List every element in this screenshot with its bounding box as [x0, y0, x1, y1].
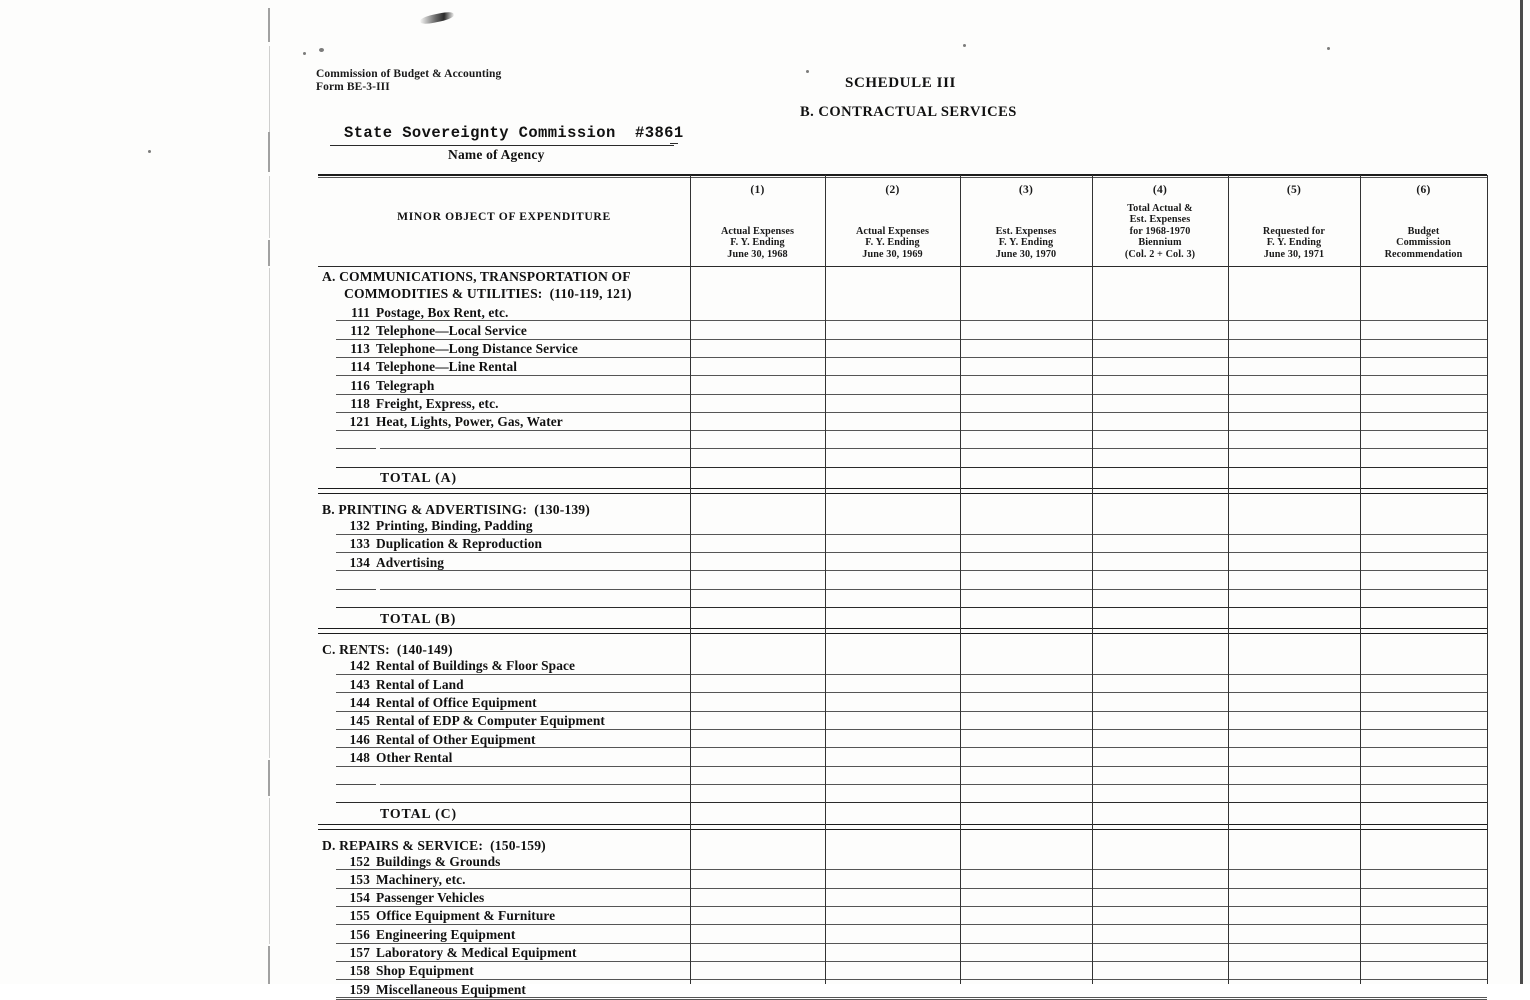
row-rule [336, 357, 1487, 358]
row-desc-3-3: Office Equipment & Furniture [376, 908, 556, 924]
table-right-border [1487, 175, 1488, 984]
row-code-0-4: 116 [350, 377, 370, 393]
row-desc-1-2: Advertising [376, 554, 445, 570]
margin-line-segment [268, 8, 270, 42]
column-header-line: June 30, 1968 [727, 248, 788, 260]
column-divider-5 [1228, 175, 1229, 984]
row-desc-2-2: Rental of Office Equipment [376, 694, 537, 710]
row-code-0-0: 111 [351, 304, 370, 320]
form-identifier [316, 68, 501, 93]
column-header-line: June 30, 1971 [1263, 248, 1325, 260]
row-desc-3-2: Passenger Vehicles [376, 890, 485, 906]
row-rule [336, 766, 1487, 767]
row-desc-3-5: Laboratory & Medical Equipment [376, 945, 577, 960]
row-rule [336, 997, 1487, 998]
section-separator-rule [318, 488, 1487, 494]
column-header-line: Est. Expenses [1129, 214, 1191, 226]
section-separator-rule [318, 628, 1487, 634]
scan-speck [319, 48, 324, 52]
section-total-label-2: TOTAL (C) [380, 805, 457, 821]
column-header-line: Biennium [1138, 237, 1182, 249]
column-header-line: Requested for [1262, 225, 1326, 237]
column-header-line: Commission [1396, 237, 1451, 249]
section-total-label-1: TOTAL (B) [380, 610, 457, 626]
row-rule [336, 906, 1487, 907]
form-agency-office: Commission of Budget & Accounting [316, 68, 502, 80]
row-rule [336, 979, 1487, 980]
blank-row-code-dash [336, 448, 376, 449]
row-rule [336, 729, 1487, 730]
row-rule [336, 961, 1487, 962]
section-title-1: B. PRINTING & ADVERTISING: (130-139) [322, 502, 590, 517]
column-header-line: Actual Expenses [720, 225, 795, 237]
row-rule [336, 339, 1487, 340]
row-desc-3-7: Miscellaneous Equipment [376, 981, 526, 997]
column-header-label-4 [1092, 203, 1228, 260]
row-rule [336, 674, 1487, 675]
row-rule [336, 375, 1487, 376]
column-header-label-6 [1360, 226, 1487, 260]
column-divider-2 [825, 175, 826, 984]
row-code-1-0: 132 [349, 518, 370, 533]
row-code-0-2: 113 [350, 341, 370, 357]
column-header-line: June 30, 1969 [862, 248, 923, 260]
column-header-line: (Col. 2 + Col. 3) [1124, 248, 1196, 260]
row-code-3-4: 156 [349, 926, 370, 942]
row-rule [336, 412, 1487, 413]
scan-speck [303, 52, 306, 55]
row-code-3-7: 159 [349, 981, 370, 997]
column-header-line: Est. Expenses [995, 225, 1057, 237]
row-rule [336, 888, 1487, 889]
row-desc-0-2: Telephone—Long Distance Service [376, 341, 578, 357]
margin-line-segment [268, 132, 270, 172]
column-divider-4 [1092, 175, 1093, 984]
row-rule [336, 534, 1487, 535]
row-desc-2-4: Rental of Other Equipment [376, 731, 536, 747]
column-header-number-6: (6) [1416, 184, 1431, 196]
row-desc-3-1: Machinery, etc. [376, 871, 466, 887]
scan-speck [148, 150, 151, 153]
margin-line-segment [269, 176, 270, 238]
row-desc-0-1: Telephone—Local Service [376, 322, 527, 338]
margin-line-segment [269, 46, 270, 132]
row-desc-2-0: Rental of Buildings & Floor Space [376, 658, 576, 674]
row-rule [336, 747, 1487, 748]
row-code-0-6: 121 [349, 414, 370, 430]
column-divider-3 [960, 175, 961, 984]
row-code-1-2: 134 [349, 554, 370, 570]
section-subtitle-0: COMMODITIES & UTILITIES: (110-119, 121) [344, 285, 632, 301]
row-desc-0-6: Heat, Lights, Power, Gas, Water [376, 414, 563, 430]
blank-row-code-dash [336, 589, 376, 590]
margin-line-segment [269, 798, 270, 944]
margin-line-segment [268, 946, 270, 984]
row-code-2-0: 142 [349, 658, 370, 674]
column-header-number-4: (4) [1152, 184, 1168, 196]
row-rule [336, 869, 1487, 870]
column-header-label-5 [1228, 226, 1360, 260]
row-code-3-5: 157 [349, 945, 370, 960]
row-desc-0-4: Telegraph [376, 377, 435, 393]
row-rule [336, 943, 1487, 944]
row-code-3-3: 155 [349, 908, 370, 924]
total-top-rule [336, 802, 1487, 803]
row-code-1-1: 133 [349, 536, 370, 552]
column-header-label-3 [960, 226, 1092, 260]
margin-line-segment [268, 760, 270, 796]
row-rule [336, 552, 1487, 553]
row-desc-3-4: Engineering Equipment [376, 926, 516, 942]
column-header-line: F. Y. Ending [1266, 237, 1322, 249]
row-code-2-5: 148 [349, 749, 370, 765]
column-header-line: Total Actual & [1127, 203, 1193, 214]
row-code-2-4: 146 [349, 731, 370, 747]
row-desc-1-1: Duplication & Reproduction [376, 536, 543, 552]
column-divider-1 [690, 175, 691, 984]
table-top-rule-2 [318, 177, 1487, 178]
row-desc-1-0: Printing, Binding, Padding [376, 518, 533, 533]
row-desc-2-1: Rental of Land [376, 676, 464, 692]
margin-line-segment [268, 240, 270, 266]
row-desc-0-5: Freight, Express, etc. [376, 396, 499, 411]
total-top-rule [336, 467, 1487, 468]
row-desc-2-5: Other Rental [376, 749, 453, 765]
column-header-line: F. Y. Ending [865, 237, 920, 249]
row-rule [336, 711, 1487, 712]
row-code-2-1: 143 [349, 676, 370, 692]
scan-speck [1327, 47, 1330, 50]
row-desc-0-3: Telephone—Line Rental [376, 359, 518, 375]
row-rule [336, 394, 1487, 395]
header-bottom-rule [318, 266, 1487, 267]
row-rule [336, 320, 1487, 321]
blank-row-rule [380, 784, 1487, 785]
column-header-number-3: (3) [1018, 184, 1034, 196]
column-header-line: F. Y. Ending [730, 237, 785, 249]
schedule-title: SCHEDULE III [845, 75, 956, 91]
row-desc-0-0: Postage, Box Rent, etc. [376, 304, 509, 320]
column-header-number-5: (5) [1286, 184, 1302, 196]
form-number: Form BE-3-III [316, 80, 390, 93]
column-header-line: for 1968-1970 [1129, 225, 1191, 237]
row-code-0-3: 114 [350, 359, 370, 375]
column-header-number-1: (1) [750, 184, 765, 196]
page-edge-artifact [1520, 0, 1523, 984]
section-title-3: D. REPAIRS & SERVICE: (150-159) [322, 837, 546, 853]
schedule-section: B. CONTRACTUAL SERVICES [800, 104, 1017, 120]
pen-stroke-artifact [420, 11, 455, 26]
column-header-number-2: (2) [885, 184, 900, 196]
row-code-3-2: 154 [349, 890, 370, 906]
column-header-minor-object: MINOR OBJECT OF EXPENDITURE [397, 210, 611, 223]
column-header-line: Budget [1407, 225, 1440, 237]
column-header-label-1 [690, 226, 825, 260]
blank-row-code-dash [336, 784, 376, 785]
total-top-rule [336, 607, 1487, 608]
row-rule [336, 570, 1487, 571]
row-code-2-3: 145 [349, 713, 370, 729]
section-title-2: C. RENTS: (140-149) [322, 642, 453, 658]
agency-name-value: State Sovereignty Commission #3861 [344, 124, 684, 142]
scan-speck [806, 70, 809, 73]
section-separator-rule [318, 824, 1487, 830]
table-top-rule [318, 174, 1487, 176]
row-code-3-6: 158 [349, 963, 370, 979]
column-header-label-2 [825, 226, 960, 260]
scan-speck [963, 44, 966, 47]
column-header-line: June 30, 1970 [995, 248, 1057, 260]
column-header-line: Actual Expenses [855, 225, 930, 237]
blank-row-rule [380, 589, 1487, 590]
row-code-3-1: 153 [349, 871, 370, 887]
row-desc-3-0: Buildings & Grounds [376, 853, 501, 869]
row-rule [336, 692, 1487, 693]
section-title-0: A. COMMUNICATIONS, TRANSPORTATION OF [322, 269, 631, 284]
agency-name-rule [330, 145, 674, 146]
blank-row-rule [380, 448, 1487, 449]
row-code-0-5: 118 [350, 396, 370, 411]
column-divider-6 [1360, 175, 1361, 984]
row-desc-3-6: Shop Equipment [376, 963, 474, 979]
column-header-line: F. Y. Ending [998, 237, 1054, 249]
row-rule [336, 924, 1487, 925]
row-code-0-1: 112 [350, 322, 370, 338]
row-code-3-0: 152 [349, 853, 370, 869]
agency-name-caption: Name of Agency [448, 147, 545, 162]
row-desc-2-3: Rental of EDP & Computer Equipment [376, 713, 605, 729]
column-header-line: Recommendation [1384, 248, 1463, 260]
row-code-2-2: 144 [349, 694, 370, 710]
row-rule [336, 430, 1487, 431]
section-total-label-0: TOTAL (A) [380, 470, 457, 486]
margin-line-segment [269, 268, 270, 758]
